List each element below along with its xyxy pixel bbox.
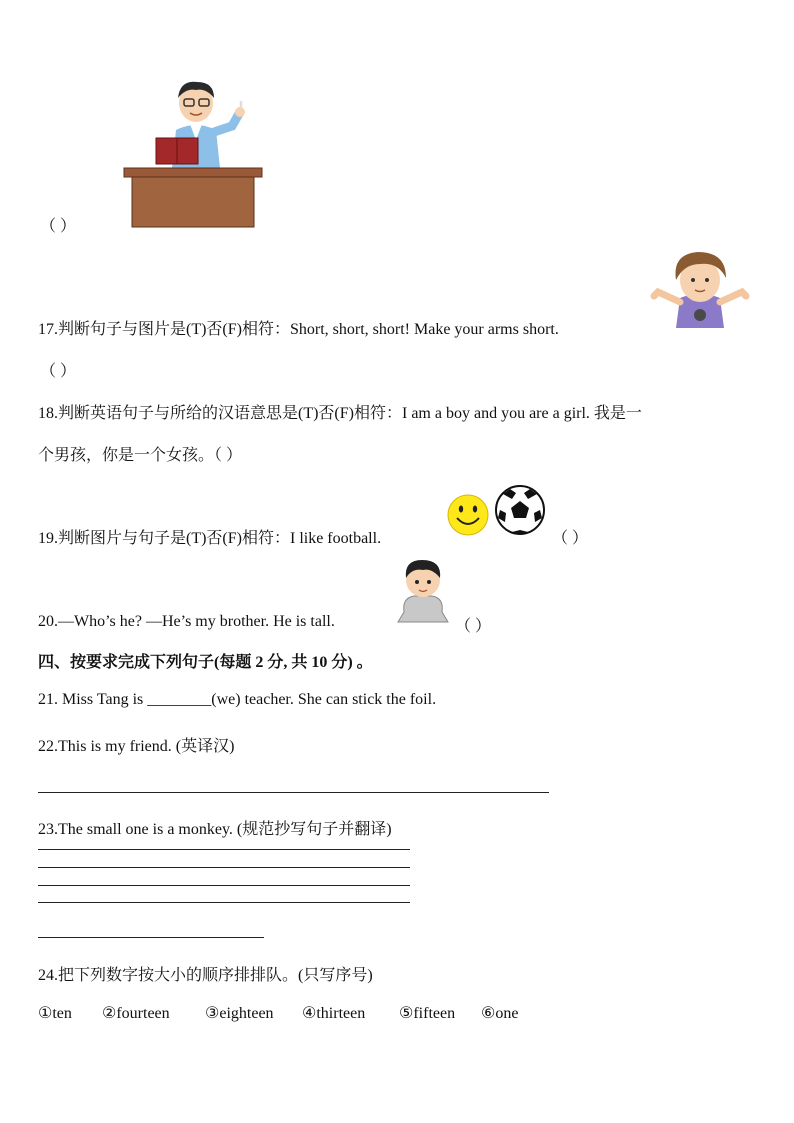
q23-copy-line-1[interactable]: [38, 849, 410, 850]
q18-line2[interactable]: 个男孩，你是一个女孩。（ ）: [38, 447, 243, 464]
q17-text: 17.判断句子与图片是(T)否(F)相符：Short, short, short! Make your arms short.: [38, 321, 559, 338]
q20-answer-paren[interactable]: （ ）: [455, 618, 492, 635]
q16-answer-paren[interactable]: （ ）: [40, 218, 77, 235]
q23-copy-line-3[interactable]: [38, 885, 410, 886]
q24-option-3: ③eighteen: [205, 1005, 274, 1022]
q19-text: 19.判断图片与句子是(T)否(F)相符：I like football.: [38, 530, 382, 547]
q19-answer-paren[interactable]: （ ）: [552, 530, 589, 547]
q18-line1: 18.判断英语句子与所给的汉语意思是(T)否(F)相符：I am a boy and you are a girl. 我是一: [38, 405, 642, 422]
q24-option-1: ①ten: [38, 1005, 72, 1022]
q23-copy-line-4[interactable]: [38, 902, 410, 903]
q23-text: 23.The small one is a monkey. (规范抄写句子并翻译): [38, 821, 392, 838]
q23-translation-line[interactable]: [38, 937, 264, 938]
q24-option-5: ⑤fifteen: [399, 1005, 456, 1022]
q24-text: 24.把下列数字按大小的顺序排排队。(只写序号): [38, 967, 373, 984]
q22-text: 22.This is my friend. (英译汉): [38, 738, 235, 755]
q24-option-4: ④thirteen: [302, 1005, 366, 1022]
q23-copy-line-2[interactable]: [38, 867, 410, 868]
section4-heading: 四、按要求完成下列句子(每题 2 分, 共 10 分) 。: [38, 654, 373, 671]
q24-option-2: ②fourteen: [102, 1005, 170, 1022]
q22-answer-line[interactable]: [38, 792, 549, 793]
q21-text[interactable]: 21. Miss Tang is ________(we) teacher. She can stick the foil.: [38, 691, 437, 708]
q20-text: 20.—Who’s he? —He’s my brother. He is tall.: [38, 613, 335, 630]
q24-option-6: ⑥one: [481, 1005, 519, 1022]
q17-answer-paren[interactable]: （ ）: [40, 363, 77, 380]
